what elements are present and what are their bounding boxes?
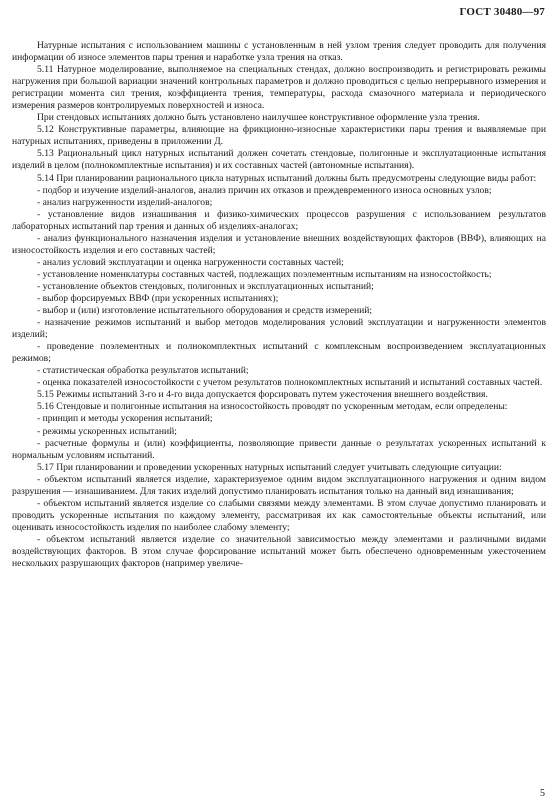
list-item: - принцип и методы ускорения испытаний; <box>37 413 213 425</box>
list-item: - анализ функционального назначения изделия и установление внешних воздействующих факторов (ВВФ), влияющих на износостойкость изделия и его составных частей; <box>12 232 546 256</box>
list-item: - оценка показателей износостойкости с учетом результатов полнокомплектных испытаний и испытаний составных частей. <box>37 377 543 389</box>
list-item: - подбор и изучение изделий-аналогов, анализ причин их отказов и преждевременного износа основных узлов; <box>37 184 492 196</box>
list-item: - анализ нагруженности изделий-аналогов; <box>37 196 213 208</box>
list-item: - установление объектов стендовых, полигонных и эксплуатационных испытаний; <box>37 280 374 292</box>
list-item: - выбор и (или) изготовление испытательного оборудования и средств измерений; <box>37 305 373 317</box>
clause-5-12: 5.12 Конструктивные параметры, влияющие на фрикционно-износные характеристики пары трения и выявляемые при натурных испытаниях, приведены в приложении Д. <box>12 124 546 148</box>
clause-5-11: 5.11 Натурное моделирование, выполняемое на специальных стендах, должно воспроизводить и регистрировать режимы нагружения при большой вариации значений контрольных параметров и должно проводиться с целью непрерывного измерения и регистрации момента сил трения, коэффициента трения, температуры, расхода смазочного материала и периодического измерения размеров контролируемых поверхностей и износа. <box>12 64 546 112</box>
list-item: - установление номенклатуры составных частей, подлежащих поэлементным испытаниям на износостойкость; <box>37 268 492 280</box>
clause-5-15: 5.15 Режимы испытаний 3-го и 4-го вида допускается форсировать путем ужесточения внешнего воздействия. <box>37 389 488 401</box>
list-item: - выбор форсируемых ВВФ (при ускоренных испытаниях); <box>37 292 279 304</box>
clause-5-16: 5.16 Стендовые и полигонные испытания на износостойкость проводят по ускоренным методам, если определены: <box>37 401 508 413</box>
document-body <box>12 40 546 570</box>
list-item: - назначение режимов испытаний и выбор методов моделирования условий эксплуатации и нагруженности элементов изделий; <box>12 317 546 341</box>
paragraph: При стендовых испытаниях должно быть установлено наилучшее конструктивное оформление узла трения. <box>37 112 480 124</box>
clause-5-14: 5.14 При планировании рационального цикла натурных испытаний должны быть предусмотрены следующие виды работ: <box>37 172 537 184</box>
document-code-header: ГОСТ 30480—97 <box>459 6 545 18</box>
clause-5-13: 5.13 Рациональный цикл натурных испытаний должен сочетать стендовые, полигонные и эксплуатационные испытания изделий в целом (полнокомплектные испытания) и их составных частей (автономные испытания). <box>12 148 546 172</box>
list-item: - объектом испытаний является изделие со значительной зависимостью между элементами и различными видами воздействующих факторов. В этом случае форсирование испытаний может быть обеспечено одновременным ужесточением нескольких разрушающих факторов (например увеличе- <box>12 533 546 570</box>
list-item: - режимы ускоренных испытаний; <box>37 425 177 437</box>
list-item: - статистическая обработка результатов испытаний; <box>37 365 249 377</box>
list-item: - установление видов изнашивания и физико-химических процессов разрушения с использованием результатов лабораторных испытаний пар трения и данных об изделиях-аналогах; <box>12 208 546 232</box>
list-item: - расчетные формулы и (или) коэффициенты, позволяющие привести данные о результатах ускоренных испытаний к нормальным условиям испытаний. <box>12 437 546 461</box>
list-item: - проведение поэлементных и полнокомплектных испытаний с комплексным воспроизведением эксплуатационных режимов; <box>12 341 546 365</box>
list-item: - объектом испытаний является изделие со слабыми связями между элементами. В этом случае допустимо планировать и проводить ускоренные испытания по каждому элементу, рассматривая их как самостоятельные объекты испытаний, или оценивать износостойкость изделия по наиболее слабому элементу; <box>12 497 546 533</box>
clause-5-17: 5.17 При планировании и проведении ускоренных натурных испытаний следует учитывать следующие ситуации: <box>37 461 502 473</box>
paragraph: Натурные испытания с использованием машины с установленным в ней узлом трения следует проводить для получения информации об износе элементов пары трения и наработке узла трения на отказ. <box>12 40 546 64</box>
list-item: - объектом испытаний является изделие, характеризуемое одним видом эксплуатационного нагружения и одним видом разрушения — изнашиванием. Для таких изделий допустимо планировать испытания только на данный вид изнашивания; <box>12 473 546 497</box>
page-number: 5 <box>540 787 545 799</box>
list-item: - анализ условий эксплуатации и оценка нагруженности составных частей; <box>37 256 344 268</box>
